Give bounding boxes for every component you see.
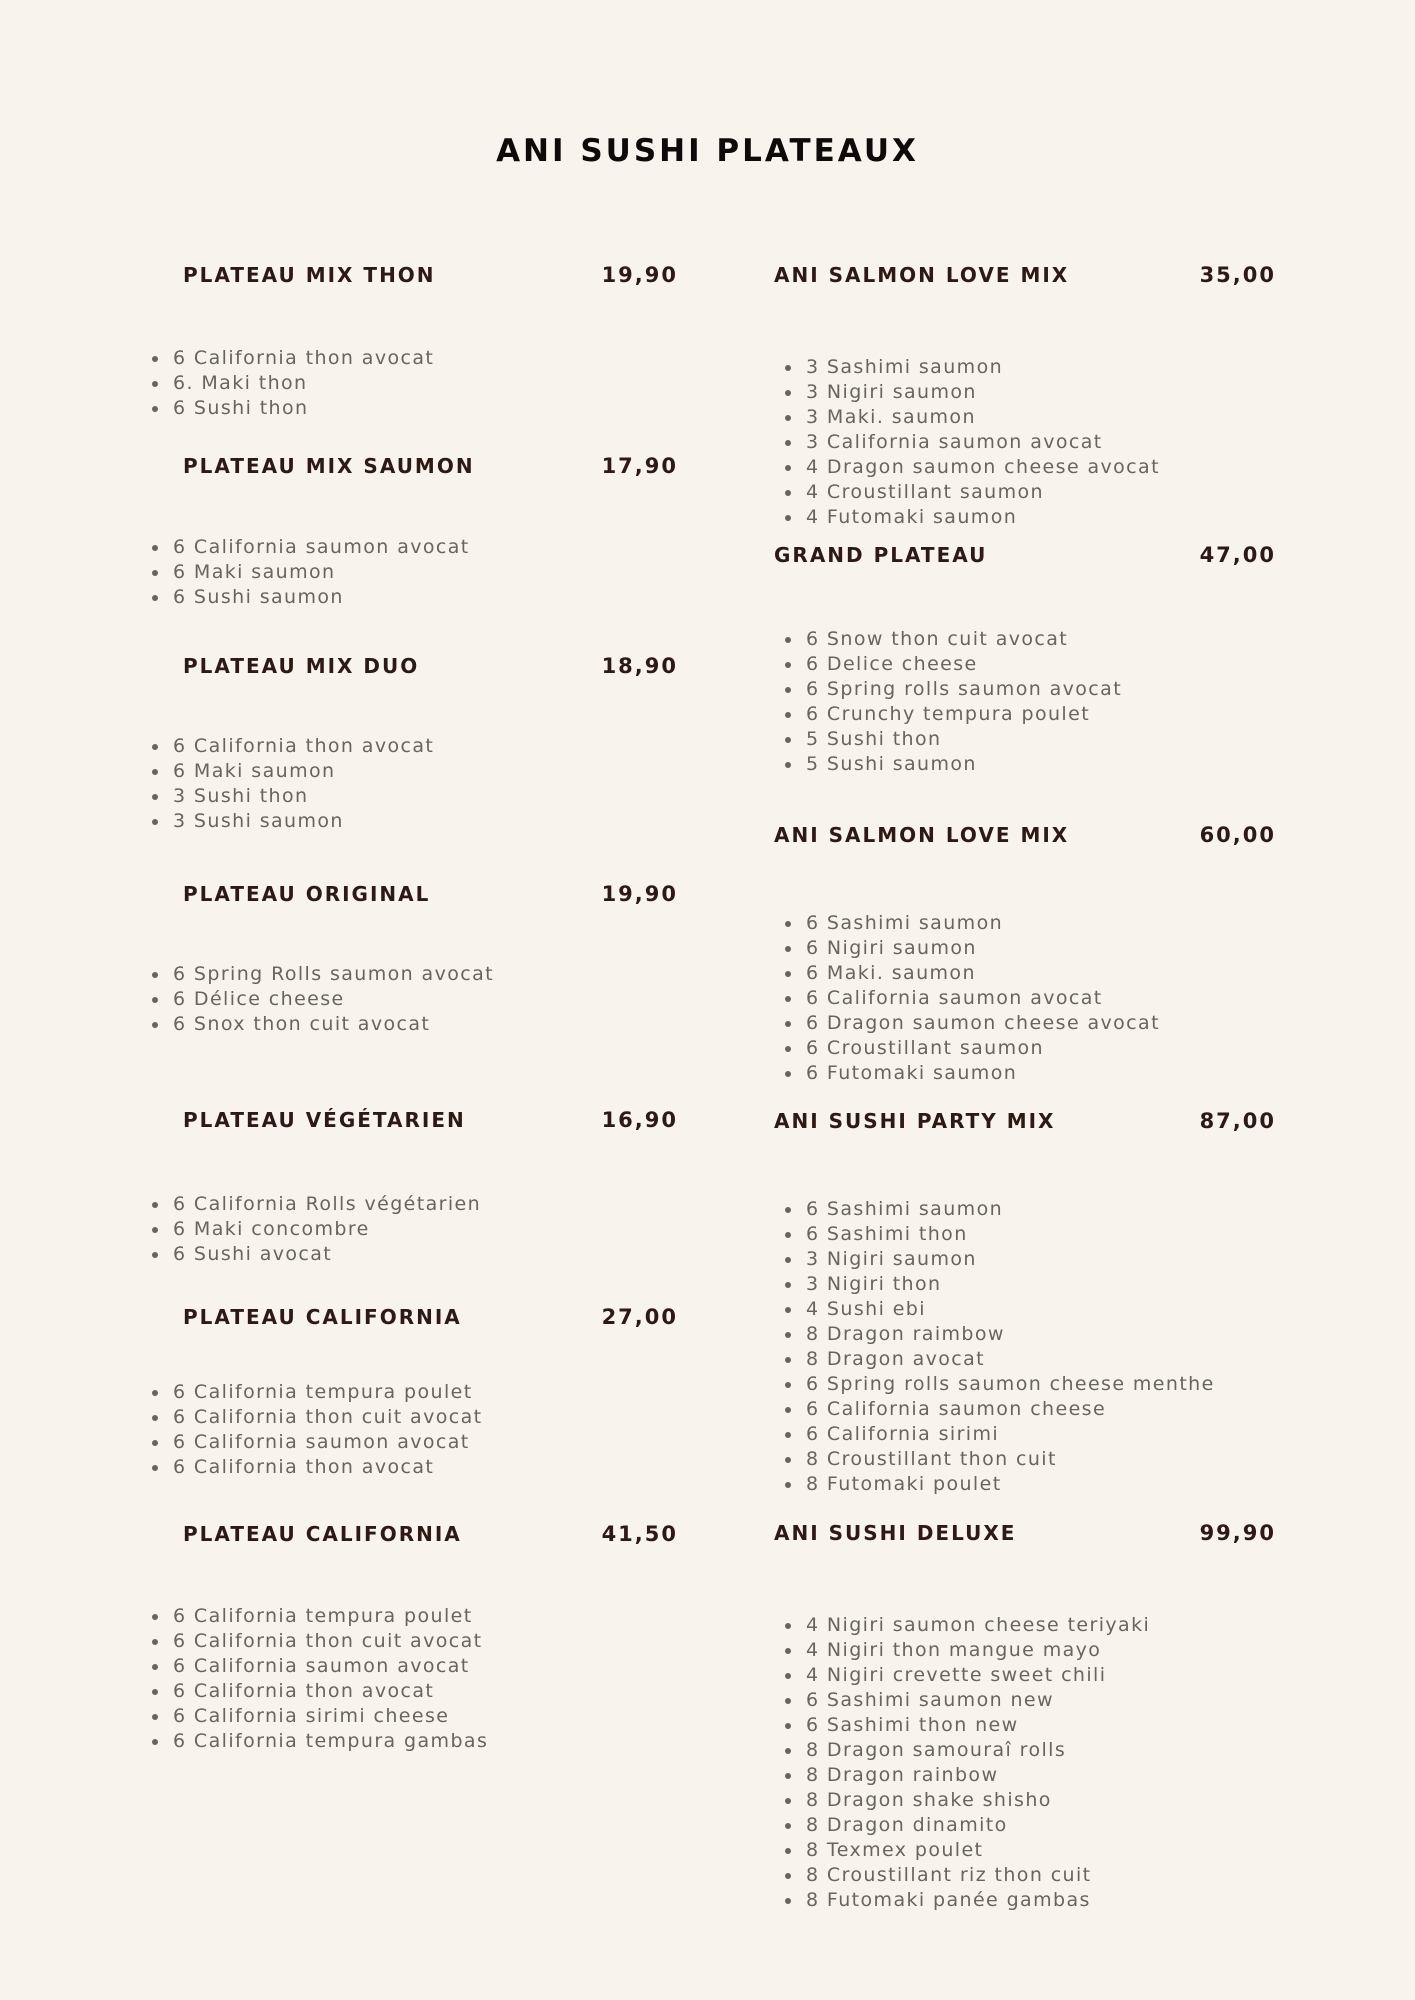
list-item: 8 Texmex poulet bbox=[806, 1838, 1276, 1863]
item-list bbox=[806, 355, 1276, 530]
section-title: PLATEAU MIX SAUMON bbox=[183, 454, 475, 478]
list-item: 8 Dragon dinamito bbox=[806, 1813, 1276, 1838]
list-item: 6 California tempura poulet bbox=[173, 1604, 678, 1629]
section-price: 87,00 bbox=[1199, 1109, 1276, 1133]
list-item: 6 Sashimi saumon new bbox=[806, 1688, 1276, 1713]
list-item: 8 Dragon samouraî rolls bbox=[806, 1738, 1276, 1763]
item-list bbox=[173, 1604, 678, 1754]
list-item: 6 Sushi thon bbox=[173, 396, 678, 421]
list-item: 6 Sushi avocat bbox=[173, 1242, 678, 1267]
list-item: 6 Maki saumon bbox=[173, 759, 678, 784]
section-header bbox=[774, 263, 1276, 293]
list-item: 8 Dragon raimbow bbox=[806, 1322, 1276, 1347]
list-item: 3 Maki. saumon bbox=[806, 405, 1276, 430]
list-item: 6 California thon avocat bbox=[173, 734, 678, 759]
list-item: 6 California thon cuit avocat bbox=[173, 1629, 678, 1654]
list-item: 6 California thon avocat bbox=[173, 1679, 678, 1704]
menu-title: ANI SUSHI PLATEAUX bbox=[496, 133, 919, 169]
list-item: 6 Croustillant saumon bbox=[806, 1036, 1276, 1061]
section-price: 17,90 bbox=[601, 454, 678, 478]
menu-section-ani-salmon-love-mix bbox=[774, 823, 1276, 1086]
list-item: 8 Dragon shake shisho bbox=[806, 1788, 1276, 1813]
list-item: 8 Dragon avocat bbox=[806, 1347, 1276, 1372]
list-item: 6 Maki saumon bbox=[173, 560, 678, 585]
list-item: 6 California tempura gambas bbox=[173, 1729, 678, 1754]
list-item: 6 Crunchy tempura poulet bbox=[806, 702, 1276, 727]
list-item: 6 Snox thon cuit avocat bbox=[173, 1012, 678, 1037]
section-price: 60,00 bbox=[1199, 823, 1276, 847]
section-header bbox=[183, 654, 678, 684]
list-item: 8 Croustillant riz thon cuit bbox=[806, 1863, 1276, 1888]
menu-section-plateau-mix-thon bbox=[173, 263, 678, 421]
list-item: 6 California sirimi bbox=[806, 1422, 1276, 1447]
menu-section-plateau-mix-duo bbox=[173, 654, 678, 834]
list-item: 3 Sushi saumon bbox=[173, 809, 678, 834]
list-item: 3 Nigiri saumon bbox=[806, 1247, 1276, 1272]
list-item: 6 California thon cuit avocat bbox=[173, 1405, 678, 1430]
item-list bbox=[173, 346, 678, 421]
menu-section-ani-salmon-love-mix bbox=[774, 263, 1276, 530]
list-item: 5 Sushi thon bbox=[806, 727, 1276, 752]
section-header bbox=[774, 1109, 1276, 1139]
list-item: 4 Nigiri crevette sweet chili bbox=[806, 1663, 1276, 1688]
list-item: 6 California saumon avocat bbox=[806, 986, 1276, 1011]
section-title: PLATEAU VÉGÉTARIEN bbox=[183, 1108, 466, 1132]
section-title: PLATEAU CALIFORNIA bbox=[183, 1305, 462, 1329]
list-item: 6 California thon avocat bbox=[173, 1455, 678, 1480]
section-header bbox=[774, 823, 1276, 853]
list-item: 6 California saumon avocat bbox=[173, 1430, 678, 1455]
item-list bbox=[806, 627, 1276, 777]
list-item: 4 Futomaki saumon bbox=[806, 505, 1276, 530]
item-list bbox=[806, 1197, 1276, 1497]
list-item: 6 Maki. saumon bbox=[806, 961, 1276, 986]
section-price: 35,00 bbox=[1199, 263, 1276, 287]
section-title: ANI SUSHI DELUXE bbox=[774, 1521, 1017, 1545]
menu-section-ani-sushi-party-mix bbox=[774, 1109, 1276, 1497]
section-price: 19,90 bbox=[601, 882, 678, 906]
list-item: 6 Delice cheese bbox=[806, 652, 1276, 677]
section-header bbox=[183, 1108, 678, 1138]
list-item: 3 California saumon avocat bbox=[806, 430, 1276, 455]
list-item: 6 California tempura poulet bbox=[173, 1380, 678, 1405]
section-header bbox=[183, 1522, 678, 1552]
item-list bbox=[173, 1380, 678, 1480]
list-item: 6 California sirimi cheese bbox=[173, 1704, 678, 1729]
item-list bbox=[806, 1613, 1276, 1913]
list-item: 6 California saumon avocat bbox=[173, 535, 678, 560]
section-title: GRAND PLATEAU bbox=[774, 543, 988, 567]
list-item: 4 Nigiri thon mangue mayo bbox=[806, 1638, 1276, 1663]
section-title: PLATEAU MIX DUO bbox=[183, 654, 420, 678]
menu-section-plateau-california bbox=[173, 1305, 678, 1480]
list-item: 6 Futomaki saumon bbox=[806, 1061, 1276, 1086]
list-item: 4 Sushi ebi bbox=[806, 1297, 1276, 1322]
item-list bbox=[173, 1192, 678, 1267]
list-item: 6 California thon avocat bbox=[173, 346, 678, 371]
list-item: 6 Spring rolls saumon avocat bbox=[806, 677, 1276, 702]
list-item: 6 Nigiri saumon bbox=[806, 936, 1276, 961]
list-item: 3 Nigiri thon bbox=[806, 1272, 1276, 1297]
list-item: 6. Maki thon bbox=[173, 371, 678, 396]
list-item: 6 Spring rolls saumon cheese menthe bbox=[806, 1372, 1276, 1397]
list-item: 4 Croustillant saumon bbox=[806, 480, 1276, 505]
list-item: 6 Spring Rolls saumon avocat bbox=[173, 962, 678, 987]
menu-section-plateau-mix-saumon bbox=[173, 454, 678, 610]
menu-section-ani-sushi-deluxe bbox=[774, 1521, 1276, 1913]
list-item: 3 Sushi thon bbox=[173, 784, 678, 809]
list-item: 3 Nigiri saumon bbox=[806, 380, 1276, 405]
list-item: 6 Sushi saumon bbox=[173, 585, 678, 610]
section-price: 41,50 bbox=[601, 1522, 678, 1546]
list-item: 8 Futomaki panée gambas bbox=[806, 1888, 1276, 1913]
list-item: 5 Sushi saumon bbox=[806, 752, 1276, 777]
menu-section-plateau-vegetarien bbox=[173, 1108, 678, 1267]
item-list bbox=[173, 535, 678, 610]
list-item: 6 Sashimi saumon bbox=[806, 1197, 1276, 1222]
section-header bbox=[183, 882, 678, 912]
list-item: 8 Dragon rainbow bbox=[806, 1763, 1276, 1788]
list-item: 6 California saumon avocat bbox=[173, 1654, 678, 1679]
section-header bbox=[183, 263, 678, 293]
section-title: ANI SALMON LOVE MIX bbox=[774, 263, 1070, 287]
section-price: 18,90 bbox=[601, 654, 678, 678]
section-price: 19,90 bbox=[601, 263, 678, 287]
item-list bbox=[173, 962, 678, 1037]
section-price: 16,90 bbox=[601, 1108, 678, 1132]
list-item: 3 Sashimi saumon bbox=[806, 355, 1276, 380]
section-price: 27,00 bbox=[601, 1305, 678, 1329]
list-item: 6 Délice cheese bbox=[173, 987, 678, 1012]
item-list bbox=[806, 911, 1276, 1086]
list-item: 8 Croustillant thon cuit bbox=[806, 1447, 1276, 1472]
section-title: PLATEAU CALIFORNIA bbox=[183, 1522, 462, 1546]
section-header bbox=[183, 454, 678, 484]
list-item: 6 California Rolls végétarien bbox=[173, 1192, 678, 1217]
menu-section-plateau-original bbox=[173, 882, 678, 1037]
list-item: 6 Snow thon cuit avocat bbox=[806, 627, 1276, 652]
list-item: 6 California saumon cheese bbox=[806, 1397, 1276, 1422]
section-header bbox=[774, 543, 1276, 573]
section-title: PLATEAU ORIGINAL bbox=[183, 882, 431, 906]
section-header bbox=[774, 1521, 1276, 1551]
menu-section-grand-plateau bbox=[774, 543, 1276, 777]
list-item: 8 Futomaki poulet bbox=[806, 1472, 1276, 1497]
list-item: 6 Sashimi thon bbox=[806, 1222, 1276, 1247]
item-list bbox=[173, 734, 678, 834]
list-item: 6 Dragon saumon cheese avocat bbox=[806, 1011, 1276, 1036]
section-header bbox=[183, 1305, 678, 1335]
list-item: 6 Sashimi thon new bbox=[806, 1713, 1276, 1738]
section-title: ANI SUSHI PARTY MIX bbox=[774, 1109, 1056, 1133]
section-title: PLATEAU MIX THON bbox=[183, 263, 436, 287]
list-item: 4 Nigiri saumon cheese teriyaki bbox=[806, 1613, 1276, 1638]
list-item: 6 Maki concombre bbox=[173, 1217, 678, 1242]
list-item: 6 Sashimi saumon bbox=[806, 911, 1276, 936]
section-title: ANI SALMON LOVE MIX bbox=[774, 823, 1070, 847]
section-price: 47,00 bbox=[1199, 543, 1276, 567]
list-item: 4 Dragon saumon cheese avocat bbox=[806, 455, 1276, 480]
section-price: 99,90 bbox=[1199, 1521, 1276, 1545]
menu-section-plateau-california bbox=[173, 1522, 678, 1754]
